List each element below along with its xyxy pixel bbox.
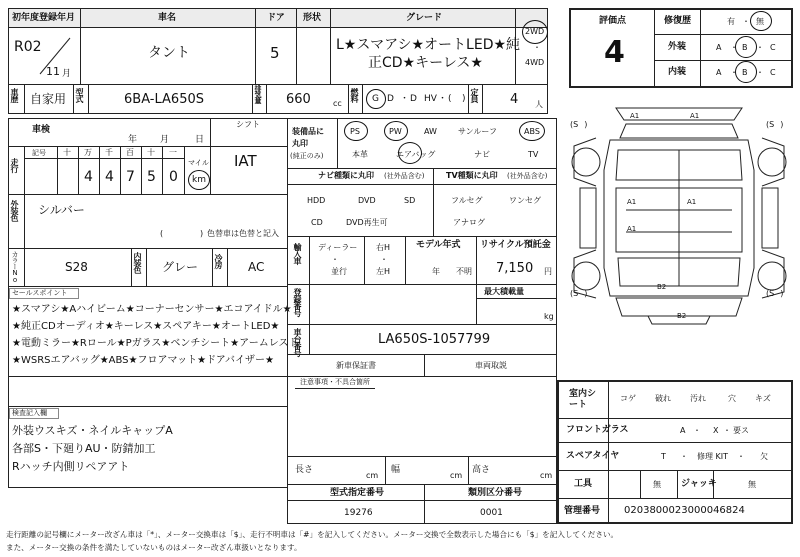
- equip-label-1: 装備品に: [292, 127, 324, 136]
- door-label: ドア: [267, 13, 285, 23]
- equip-abs: ABS: [524, 127, 540, 136]
- ext-dot2: ・: [756, 43, 764, 52]
- equip-pw: PW: [389, 127, 402, 136]
- repair-no: 無: [756, 17, 764, 26]
- diagram-mark-a1-top-right: A1: [690, 112, 700, 120]
- right-h: 右H: [376, 243, 391, 252]
- mileage-label: 走行: [10, 158, 19, 172]
- recycle-value: 7,150: [496, 261, 534, 276]
- room-kizu: キズ: [755, 394, 771, 403]
- diagram-mark-a1-right: A1: [687, 198, 697, 206]
- grade-line-2: 正CD★キーレス★: [368, 55, 483, 71]
- usage-label: 車歴: [10, 88, 19, 102]
- height-label: 高さ: [472, 465, 491, 475]
- notes-label: 注意事項・不具合箇所: [300, 378, 370, 386]
- room-ana: 穴: [728, 394, 736, 403]
- spare-dot1: ・: [680, 452, 688, 461]
- navi-sd: SD: [404, 196, 416, 205]
- displacement-label: 排気量: [254, 85, 262, 103]
- room-yogore: 汚れ: [690, 394, 706, 403]
- model-year-unknown: 不明: [456, 267, 472, 276]
- equip-ps: PS: [350, 127, 360, 136]
- drive-4wd: 4WD: [525, 58, 545, 67]
- sales-line-2: ★純正CDオーディオ★キーレス★スペアキー★オートLED★: [12, 321, 280, 332]
- digit-header-2: 千: [105, 148, 113, 157]
- tv-analog: アナログ: [453, 218, 485, 227]
- color-no: S28: [65, 260, 88, 274]
- hand-dot: ・: [380, 255, 388, 264]
- usage: 自家用: [30, 92, 67, 106]
- interior-color-label: 内装色: [133, 252, 142, 273]
- spare-dot2: ・: [737, 452, 745, 461]
- digit-3: 7: [126, 169, 135, 185]
- left-h: 左H: [376, 267, 391, 276]
- tv-label: TV種類に丸印: [446, 171, 498, 180]
- model: 6BA-LA650S: [124, 92, 204, 107]
- exterior-color: シルバー: [38, 203, 85, 217]
- navi-dvd-play: DVD再生可: [346, 218, 388, 227]
- width-unit: cm: [450, 471, 463, 480]
- recycle-unit: 円: [544, 267, 552, 276]
- digit-header-0: 十: [63, 148, 71, 157]
- equip-sunroof: サンルーフ: [458, 127, 497, 136]
- footer-line-1: 走行距離の記号欄にメーター改ざん車は「*」、メーター交換車は「$」、走行不明車は「#」を記入してください。メーター交換で全数表示した場合にも「$」を記入してください。: [6, 530, 619, 539]
- car-diagram: [566, 100, 792, 330]
- footer-line-2: また、メーター交換の条件を満たしていないものはメーター改ざん車扱いとなります。: [6, 543, 302, 552]
- mgmt-label: 管理番号: [564, 506, 601, 516]
- shape-label: 形状: [303, 13, 322, 23]
- max-load-unit: kg: [544, 312, 554, 321]
- ext-c: C: [770, 43, 776, 52]
- int-c: C: [770, 68, 776, 77]
- length-label: 長さ: [295, 465, 314, 475]
- spare-none: 欠: [760, 452, 768, 461]
- reg-month: 11: [46, 65, 60, 78]
- car-name: タント: [148, 45, 190, 61]
- equip-label-3: (純正のみ): [290, 152, 324, 160]
- mgmt-number: 0203800023000046824: [624, 505, 745, 516]
- model-label: 型式: [75, 88, 84, 102]
- import-parallel: 並行: [331, 267, 347, 276]
- drive-sep: ・: [533, 43, 541, 52]
- fuel-paren-r: ): [462, 94, 466, 104]
- digit-header-3: 百: [126, 148, 134, 157]
- diagram-mark-b2-bumper: B2: [677, 312, 687, 320]
- spare-tire-label: スペアタイヤ: [566, 451, 620, 461]
- capacity-unit: 人: [535, 100, 543, 109]
- fuel-sep1: D: [387, 94, 394, 104]
- chassis-number: LA650S-1057799: [378, 332, 491, 347]
- fuel-sep2: D: [410, 94, 417, 104]
- paren-br: (S ): [766, 289, 784, 298]
- int-dot2: ・: [756, 68, 764, 77]
- score-value: 4: [604, 35, 625, 70]
- navi-cd: CD: [311, 218, 323, 227]
- usage-row: [8, 84, 548, 114]
- jack-value: 無: [748, 480, 756, 489]
- paren-bl: (S ): [570, 289, 588, 298]
- room-yabure: 破れ: [655, 394, 671, 403]
- max-load-label: 最大積載量: [484, 287, 524, 296]
- fuel-paren-l: (: [448, 94, 452, 104]
- mileage-notation-label: 記号: [32, 149, 46, 157]
- shaken-day-unit: 日: [195, 135, 205, 145]
- interior-label: 内装: [668, 67, 687, 77]
- model-year-unit: 年: [432, 267, 440, 276]
- diagram-mark-a1-top-left: A1: [630, 112, 640, 120]
- sales-line-4: ★WSRSエアバッグ★ABS★フロアマット★ドアバイザー★: [12, 355, 274, 366]
- room-sheet-label: 室内シート: [569, 389, 597, 410]
- displacement-unit: cc: [333, 99, 342, 108]
- int-b: B: [742, 68, 748, 77]
- score-label: 評価点: [599, 16, 627, 26]
- navi-label: ナビ種類に丸印: [318, 171, 374, 180]
- shift-value: IAT: [234, 152, 257, 170]
- windshield-label: フロントガラス: [566, 425, 629, 435]
- reg-month-unit: 月: [62, 69, 72, 79]
- fuel-d: ・: [400, 94, 410, 104]
- door-count: 5: [270, 44, 280, 62]
- registration-label: 登録番号: [293, 288, 302, 316]
- shaken-year-unit: 年: [128, 135, 138, 145]
- sales-line-1: ★スマアシ★Aハイビーム★コーナーセンサー★エコアイドル★: [12, 304, 292, 315]
- shaken-month-unit: 月: [160, 135, 170, 145]
- displacement: 660: [286, 92, 311, 107]
- import-dot: ・: [331, 255, 339, 264]
- sales-points-label: セールスポイント: [12, 289, 68, 297]
- interior-color: グレー: [162, 260, 199, 274]
- model-year-label: モデル年式: [416, 240, 461, 250]
- manual: 車両取説: [475, 361, 507, 370]
- navi-dvd: DVD: [358, 196, 376, 205]
- reg-era-year: R02: [14, 39, 42, 55]
- room-koge: コゲ: [620, 394, 636, 403]
- inspection-line-3: Rハッチ内側リペアアト: [12, 460, 130, 473]
- fuel-hv: HV: [424, 94, 437, 104]
- tools-value: 無: [653, 480, 661, 489]
- repair-dot: ・: [742, 17, 750, 26]
- digit-header-4: 十: [147, 148, 155, 157]
- digit-header-1: 万: [84, 148, 92, 157]
- spare-kit: 修理 KIT: [697, 452, 729, 461]
- ws-x: X: [713, 426, 719, 435]
- unit-km: km: [192, 175, 206, 185]
- digit-1: 4: [84, 169, 93, 185]
- equip-label-2: 丸印: [292, 139, 308, 148]
- int-dot1: ・: [730, 68, 738, 77]
- inspection-line-2: 各部S・下廻りAU・防錆加工: [12, 442, 156, 455]
- ws-a: A: [680, 426, 686, 435]
- navi-hdd: HDD: [307, 196, 326, 205]
- ws-dot2: ・: [723, 426, 731, 435]
- shaken-label: 車検: [32, 125, 51, 135]
- repair-label: 修復歴: [664, 16, 692, 26]
- equip-tv: TV: [528, 150, 539, 159]
- capacity-label: 定員: [470, 88, 479, 102]
- fuel-sep3: ・: [438, 94, 448, 104]
- equip-navi: ナビ: [474, 150, 490, 159]
- grade-line-1: L★スマアシ★オートLED★純: [336, 37, 521, 53]
- repair-yes: 有: [727, 17, 735, 26]
- sales-line-3: ★電動ミラー★Rロール★Pガラス★ベンチシート★アームレスト: [12, 338, 299, 349]
- fuel-g: G: [372, 94, 379, 104]
- equip-leather: 本革: [352, 150, 368, 159]
- equip-aw: AW: [424, 127, 437, 136]
- diagram-mark-a1-left: A1: [627, 198, 637, 206]
- inspection-line-1: 外装ウスキズ・ネイルキャップA: [12, 424, 173, 437]
- reg-year-label: 初年度登録年月: [12, 13, 76, 23]
- int-a: A: [716, 68, 722, 77]
- ext-dot1: ・: [730, 43, 738, 52]
- chassis-label: 車台番号: [293, 328, 302, 356]
- color-note: 色替車は色替と記入: [207, 229, 279, 238]
- drive-2wd: 2WD: [525, 27, 545, 36]
- jack-label: ジャッキ: [681, 479, 717, 489]
- unit-mile: マイル: [188, 159, 209, 167]
- exterior-label: 外装: [668, 42, 687, 52]
- recycle-label: リサイクル預託金: [480, 240, 551, 250]
- equip-airbag: エアバッグ: [396, 150, 436, 159]
- navi-sub: (社外品含む): [384, 172, 425, 180]
- ac-label: 冷房: [214, 254, 223, 268]
- color-note-paren-r: ): [200, 229, 204, 238]
- color-note-paren-l: (: [160, 229, 164, 238]
- spare-t: T: [661, 452, 666, 461]
- class-no: 0001: [480, 508, 503, 518]
- tv-oneseg: ワンセグ: [509, 196, 541, 205]
- ac-value: AC: [248, 260, 265, 274]
- import-dealer: ディーラー: [318, 243, 358, 252]
- shift-label: シフト: [236, 120, 260, 129]
- digit-2: 4: [105, 169, 114, 185]
- tv-sub: (社外品含む): [507, 172, 548, 180]
- ext-b: B: [742, 43, 748, 52]
- color-no-label: カラーNo.: [11, 251, 19, 290]
- diagram-mark-a1-center: A1: [627, 225, 637, 233]
- type-no: 19276: [344, 508, 373, 518]
- warranty: 新車保証書: [336, 361, 376, 370]
- ws-repair: 要ス: [733, 426, 749, 435]
- tv-fullseg: フルセグ: [451, 196, 483, 205]
- width-label: 幅: [391, 465, 401, 475]
- digit-5: 0: [169, 169, 178, 185]
- tools-label: 工具: [574, 479, 593, 489]
- import-label: 輸入車: [293, 243, 302, 264]
- grade-label: グレード: [406, 13, 443, 23]
- ext-a: A: [716, 43, 722, 52]
- digit-header-5: 一: [169, 148, 177, 157]
- paren-tl: (S ): [570, 120, 588, 129]
- fuel-label: 燃料: [350, 88, 359, 102]
- length-unit: cm: [366, 471, 379, 480]
- type-no-label: 型式指定番号: [330, 488, 385, 498]
- diagram-mark-b2-rear: B2: [657, 283, 667, 291]
- paren-tr: (S ): [766, 120, 784, 129]
- digit-4: 5: [147, 169, 156, 185]
- height-unit: cm: [540, 471, 553, 480]
- capacity: 4: [510, 92, 519, 107]
- inspection-label: 検査記入欄: [12, 409, 47, 417]
- ws-dot1: ・: [693, 426, 701, 435]
- class-no-label: 類別区分番号: [468, 488, 523, 498]
- car-name-label: 車名: [158, 13, 177, 23]
- exterior-color-label: 外装色: [10, 200, 19, 221]
